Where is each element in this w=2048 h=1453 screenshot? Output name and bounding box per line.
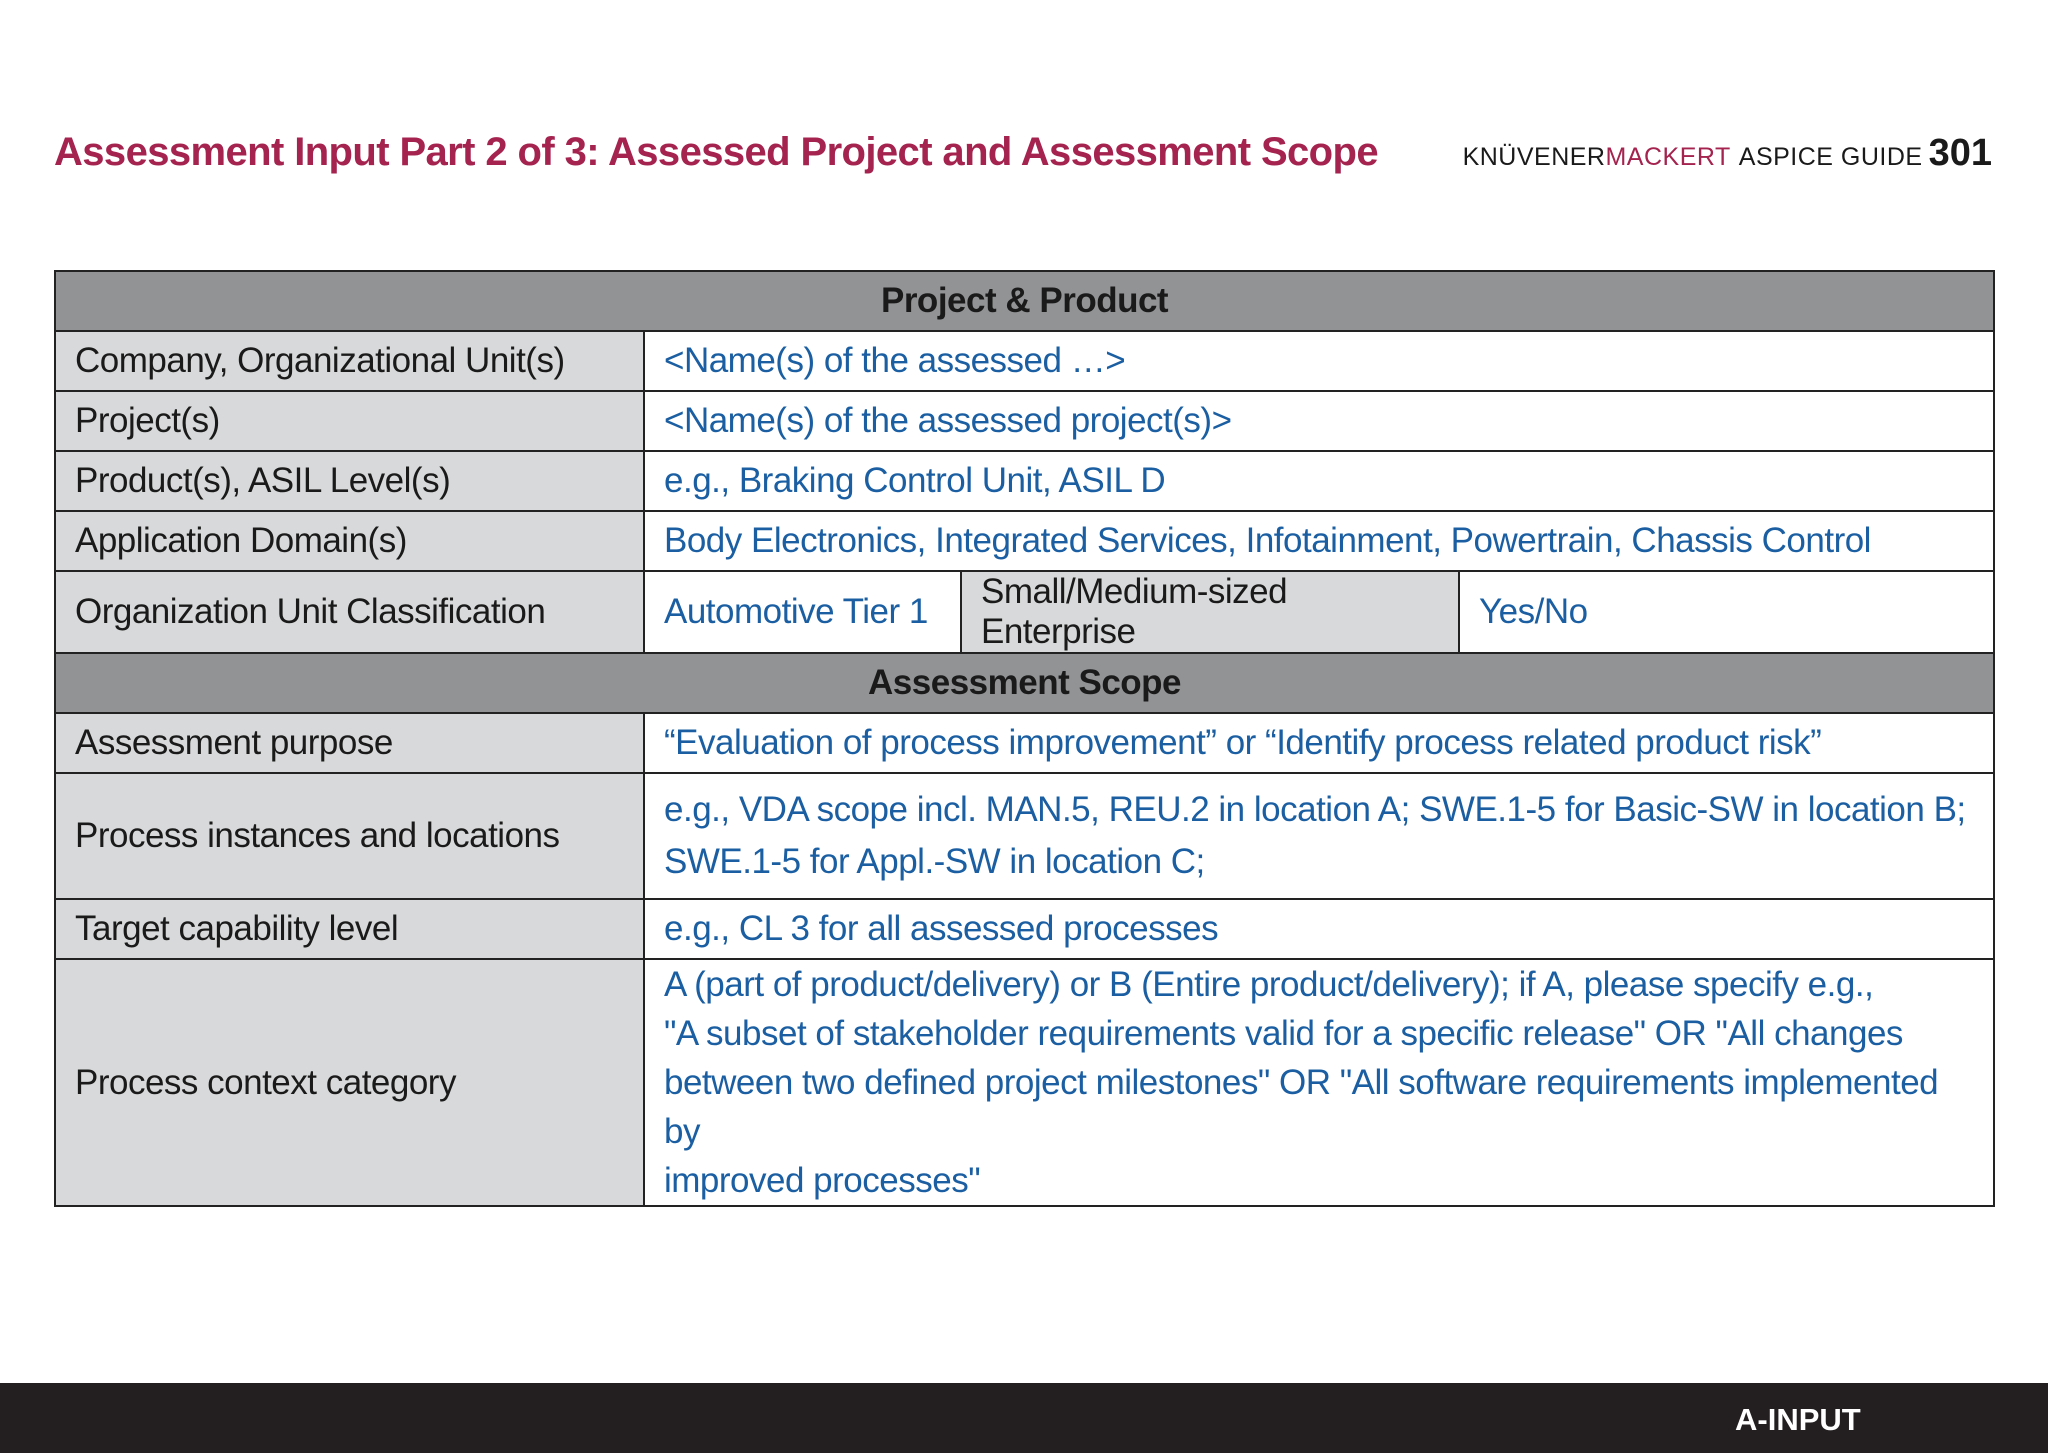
row-label-purpose: Assessment purpose	[55, 713, 644, 773]
section-title-project-product: Project & Product	[55, 271, 1994, 331]
row-value-purpose: “Evaluation of process improvement” or “Identify process related product risk”	[644, 713, 1994, 773]
table-row	[55, 331, 1994, 391]
brand-name-part2: MACKERT	[1605, 143, 1731, 171]
assessment-input-table	[54, 270, 1995, 1207]
table-row	[55, 511, 1994, 571]
row-value-project: <Name(s) of the assessed project(s)>	[644, 391, 1994, 451]
row-value-company: <Name(s) of the assessed …>	[644, 331, 1994, 391]
sme-label: Small/Medium-sized Enterprise	[961, 571, 1459, 653]
table-row	[55, 899, 1994, 959]
context-line-2: "A subset of stakeholder requirements valid for a specific release" OR "All changes	[664, 1014, 1903, 1053]
table-row	[55, 391, 1994, 451]
row-label-instances: Process instances and locations	[55, 773, 644, 899]
section-header-row	[55, 271, 1994, 331]
row-value-instances	[644, 773, 1994, 899]
row-value-product: e.g., Braking Control Unit, ASIL D	[644, 451, 1994, 511]
row-label-company: Company, Organizational Unit(s)	[55, 331, 644, 391]
page-title: Assessment Input Part 2 of 3: Assessed Project and Assessment Scope	[54, 130, 1378, 174]
instances-line-1: e.g., VDA scope incl. MAN.5, REU.2 in location A; SWE.1-5 for Basic-SW in location B;	[664, 790, 1966, 829]
context-line-1: A (part of product/delivery) or B (Entire product/delivery); if A, please specify e.g.,	[664, 965, 1874, 1004]
row-value-classification: Automotive Tier 1	[644, 571, 961, 653]
brand-header	[1463, 132, 1992, 175]
brand-guide-label: ASPICE GUIDE	[1738, 143, 1923, 171]
section-header-row	[55, 653, 1994, 713]
table-row	[55, 959, 1994, 1206]
section-tab-label: A-INPUT	[1735, 1402, 1861, 1437]
sme-value: Yes/No	[1459, 571, 1994, 653]
row-label-product: Product(s), ASIL Level(s)	[55, 451, 644, 511]
context-line-4: improved processes"	[664, 1161, 981, 1200]
row-value-domain: Body Electronics, Integrated Services, Infotainment, Powertrain, Chassis Control	[644, 511, 1994, 571]
table-row	[55, 571, 1994, 653]
row-label-context: Process context category	[55, 959, 644, 1206]
footer-bar	[0, 1383, 2048, 1453]
row-label-project: Project(s)	[55, 391, 644, 451]
table-row	[55, 773, 1994, 899]
row-value-target: e.g., CL 3 for all assessed processes	[644, 899, 1994, 959]
table-row	[55, 713, 1994, 773]
table-row	[55, 451, 1994, 511]
row-label-domain: Application Domain(s)	[55, 511, 644, 571]
page-number: 301	[1928, 132, 1992, 174]
row-label-target: Target capability level	[55, 899, 644, 959]
row-label-classification: Organization Unit Classification	[55, 571, 644, 653]
row-value-context	[644, 959, 1994, 1206]
context-line-3: between two defined project milestones" OR "All software requirements implemented by	[664, 1063, 1939, 1151]
brand-name-part1: KNÜVENER	[1462, 143, 1606, 171]
instances-line-2: SWE.1-5 for Appl.-SW in location C;	[664, 842, 1205, 881]
section-title-assessment-scope: Assessment Scope	[55, 653, 1994, 713]
